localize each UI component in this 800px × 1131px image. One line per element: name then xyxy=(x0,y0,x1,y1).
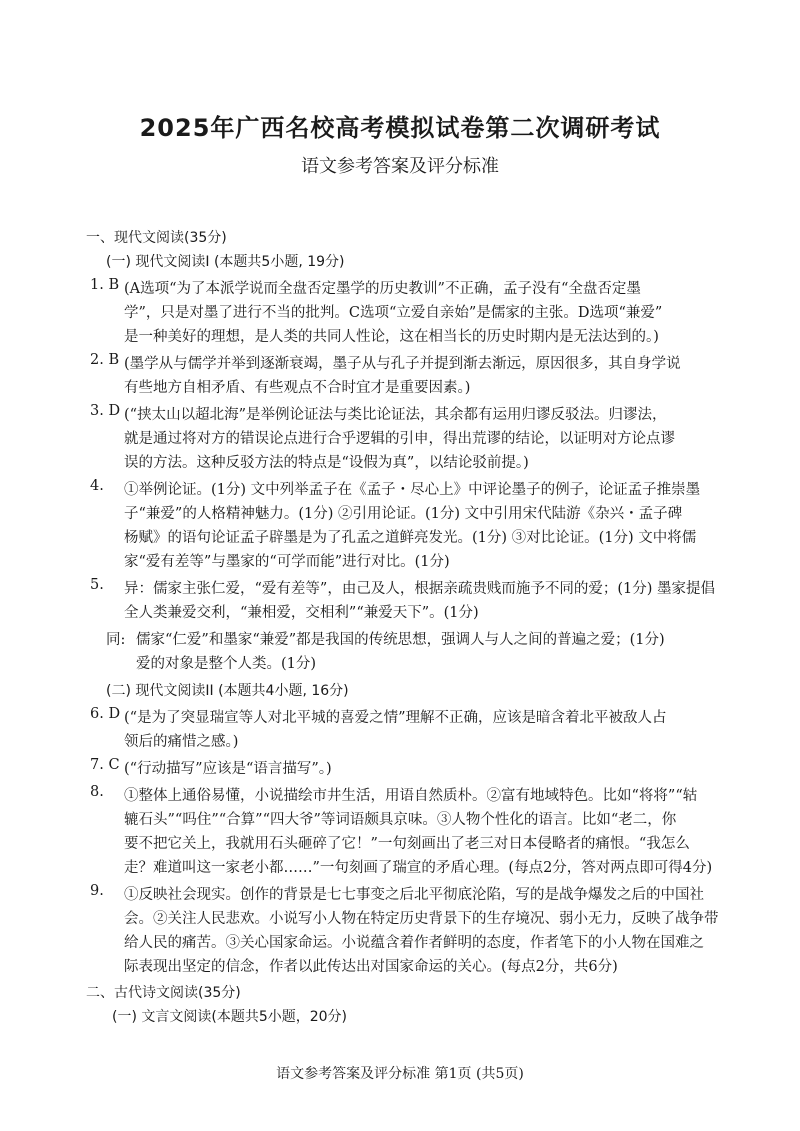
answer-item xyxy=(86,403,726,475)
answer-item-body xyxy=(124,403,726,475)
answer-item xyxy=(86,277,726,349)
answer-item-body xyxy=(124,784,726,880)
answer-line: 子“兼爱”的人格精神魅力。(1分) ②引用论证。(1分) 文中引用宋代陆游《杂兴・孟子碑 xyxy=(124,506,683,522)
answer-item-number: 9. xyxy=(90,883,104,899)
page-footer: 语文参考答案及评分标准 第1页 (共5页) xyxy=(276,1066,524,1082)
page-title: 2025年广西名校高考模拟试卷第二次调研考试 xyxy=(139,114,661,142)
answer-line: 是一种美好的理想，是人类的共同人性论，这在相当长的历史时期内是无法达到的。) xyxy=(124,329,659,345)
answer-item-number: 5. xyxy=(90,577,104,593)
answer-item xyxy=(86,577,726,625)
item-5-similarity-body xyxy=(136,628,665,676)
item-5-similarity-label: 同: xyxy=(106,632,126,648)
answer-item-body xyxy=(124,883,726,979)
answer-line: 爱的对象是整个人类。(1分) xyxy=(136,656,317,672)
answer-line: ①整体上通俗易懂，小说描绘市井生活，用语自然质朴。②富有地域特色。比如“将将”“轱 xyxy=(124,788,698,804)
page-subtitle: 语文参考答案及评分标准 xyxy=(301,156,499,177)
answer-item-body xyxy=(124,757,726,781)
answer-item-body xyxy=(124,577,726,625)
answer-line: 领后的痛惜之感。) xyxy=(124,734,239,750)
answer-line: (墨学从与儒学并举到逐渐衰竭，墨子从与孔子并提到渐去渐远，原因很多，其自身学说 xyxy=(124,356,681,372)
answer-line: 给人民的痛苦。③关心国家命运。小说蕴含着作者鲜明的态度，作者笔下的小人物在国难之 xyxy=(124,935,704,951)
section-2-part-1-heading: (一) 文言文阅读(本题共5小题，20分) xyxy=(112,1009,348,1025)
part-1-items xyxy=(86,277,726,625)
answer-line: (“挟太山以超北海”是举例论证法与类比论证法，其余都有运用归谬反驳法。归谬法， xyxy=(124,407,667,423)
answer-line: 学”，只是对墨了进行不当的批判。C选项“立爱自亲始”是儒家的主张。D选项“兼爱” xyxy=(124,305,663,321)
answer-line: 要不把它关上，我就用石头砸碎了它！”一句刻画出了老三对日本侵略者的痛恨。“我怎么 xyxy=(124,836,690,852)
answer-item xyxy=(86,706,726,754)
answer-line: (A选项“为了本派学说而全盘否定墨学的历史教训”不正确，孟子没有“全盘否定墨 xyxy=(124,281,641,297)
answer-line: ①举例论证。(1分) 文中列举孟子在《孟子・尽心上》中评论墨子的例子，论证孟子推崇墨 xyxy=(124,482,701,498)
answer-item-number: 7. C xyxy=(90,757,120,773)
answer-line: (“是为了突显瑞宣等人对北平城的喜爱之情”理解不正确，应该是暗含着北平被敌人占 xyxy=(124,710,667,726)
answer-item xyxy=(86,352,726,400)
answer-item-body xyxy=(124,277,726,349)
item-5-similarity xyxy=(86,628,726,676)
section-2-heading: 二、古代诗文阅读(35分) xyxy=(86,985,241,1001)
answer-line: 家“爱有差等”与墨家的“可学而能”进行对比。(1分) xyxy=(124,554,450,570)
answer-line: 误的方法。这种反驳方法的特点是“设假为真”，以结论驳前提。) xyxy=(124,455,529,471)
answer-item xyxy=(86,883,726,979)
answer-item-number: 1. B xyxy=(90,277,120,293)
answer-line: 辘石头”“吗住”“合算”“四大爷”等词语颇具京味。③人物个性化的语言。比如“老二，你 xyxy=(124,812,677,828)
section-1-part-1-heading: (一) 现代文阅读I (本题共5小题, 19分) xyxy=(106,254,345,270)
answer-item-number: 6. D xyxy=(90,706,121,722)
answer-content xyxy=(86,226,726,1029)
answer-line: 走？难道叫这一家老小都……”一句刻画了瑞宣的矛盾心理。(每点2分，答对两点即可得4分) xyxy=(124,860,713,876)
answer-line: 全人类兼爱交利，“兼相爱，交相利”“兼爱天下”。(1分) xyxy=(124,605,479,621)
answer-line: 儒家“仁爱”和墨家“兼爱”都是我国的传统思想，强调人与人之间的普遍之爱；(1分) xyxy=(136,632,665,648)
answer-item-number: 4. xyxy=(90,478,104,494)
answer-line: 际表现出坚定的信念，作者以此传达出对国家命运的关心。(每点2分，共6分) xyxy=(124,959,618,975)
answer-line: 会。②关注人民悲欢。小说写小人物在特定历史背景下的生存境况、弱小无力，反映了战争带 xyxy=(124,911,719,927)
answer-item xyxy=(86,757,726,781)
part-2-items xyxy=(86,706,726,979)
answer-item xyxy=(86,478,726,574)
answer-item-body xyxy=(124,352,726,400)
answer-item-body xyxy=(124,706,726,754)
answer-item-number: 2. B xyxy=(90,352,120,368)
section-1-part-2-heading: (二) 现代文阅读II (本题共4小题, 16分) xyxy=(106,683,349,699)
answer-item-number: 3. D xyxy=(90,403,121,419)
answer-line: ①反映社会现实。创作的背景是七七事变之后北平彻底沦陷，写的是战争爆发之后的中国社 xyxy=(124,887,704,903)
answer-item xyxy=(86,784,726,880)
answer-line: 就是通过将对方的错误论点进行合乎逻辑的引申，得出荒谬的结论，以证明对方论点谬 xyxy=(124,431,675,447)
section-1-heading: 一、现代文阅读(35分) xyxy=(86,230,227,246)
answer-item-body xyxy=(124,478,726,574)
answer-line: 异：儒家主张仁爱，“爱有差等”，由己及人，根据亲疏贵贱而施予不同的爱；(1分) 墨家提倡 xyxy=(124,581,715,597)
answer-line: 有些地方自相矛盾、有些观点不合时宜才是重要因素。) xyxy=(124,380,471,396)
answer-line: (“行动描写”应该是“语言描写”。) xyxy=(124,761,332,777)
answer-line: 杨赋》的语句论证孟子辟墨是为了孔孟之道鲜亮发光。(1分) ③对比论证。(1分) 文中将儒 xyxy=(124,530,697,546)
answer-item-number: 8. xyxy=(90,784,104,800)
